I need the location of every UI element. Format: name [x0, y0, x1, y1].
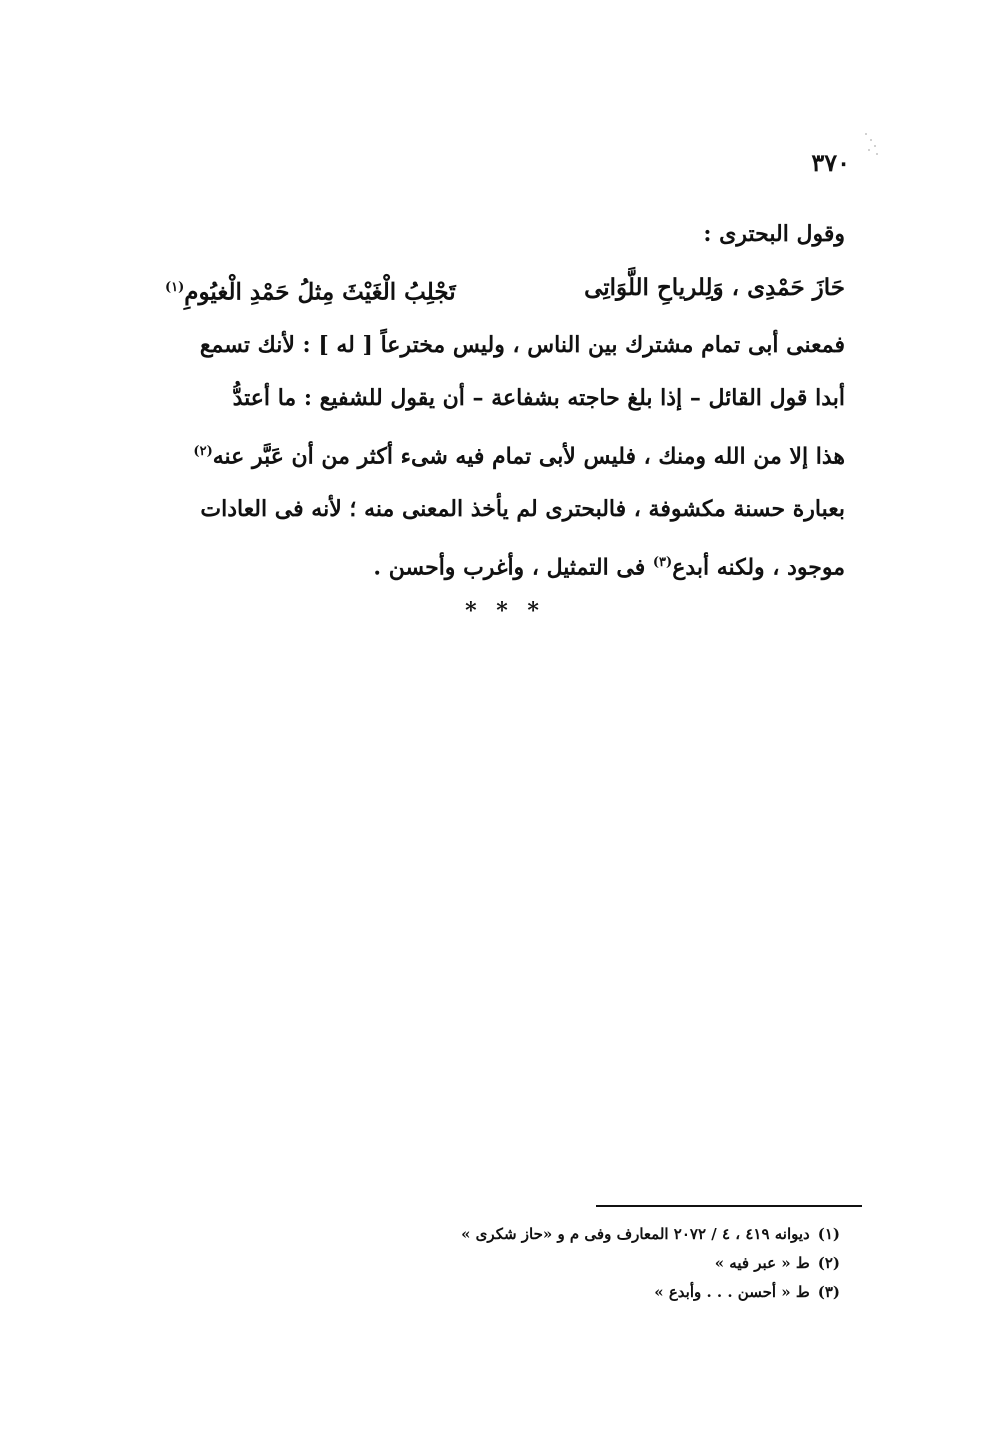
section-separator: * * * [465, 598, 545, 624]
paragraph-line: فمعنى أبى تمام مشترك بين الناس ، وليس مخترعاً [ له ] : لأنك تسمع [199, 331, 845, 358]
footnote-item [380, 1220, 840, 1249]
footnote-text: ط « أحسن . . . وأبدع » [654, 1283, 810, 1301]
footnote-rule [596, 1205, 862, 1207]
footnote-item [380, 1278, 840, 1307]
footnote-ref-2: (٢) [193, 443, 213, 459]
footnote-ref-3: (٣) [652, 554, 673, 570]
poem-verse [165, 261, 845, 319]
paragraph-line: هذا إلا من الله ومنك ، فليس لأبى تمام فيه شىء أكثر من أن عَبَّر عنه$^{(٢)}$ [193, 442, 845, 469]
paragraph-line: بعبارة حسنة مكشوفة ، فالبحترى لم يأخذ المعنى منه ؛ لأنه فى العادات [200, 495, 845, 522]
footnote-number: (١) [817, 1225, 840, 1243]
footnote-number: (٣) [817, 1283, 840, 1301]
verse-first-hemistich: حَازَ حَمْدِى ، وَلِلرياحِ اللَّوَاتِى [584, 274, 845, 301]
page-number: ٣٧٠ [811, 148, 850, 177]
footnotes [380, 1220, 840, 1307]
verse-second-hemistich: تَجْلِبُ الْغَيْثَ مِثلُ حَمْدِ الْغيُومِ$^{(١)}$ [165, 278, 456, 306]
footnote-text: ديوانه ٤١٩ ، ٤ / ٢٠٧٢ المعارف وفى م و «حاز شكرى » [461, 1225, 810, 1243]
paragraph-line: أبدا قول القائل – إذا بلغ حاجته بشفاعة – أن يقول للشفيع : ما أعتدُّ [232, 384, 845, 411]
paragraph-line: موجود ، ولكنه أبدع$^{(٣)}$ فى التمثيل ، وأغرب وأحسن . [373, 554, 845, 581]
scan-speck [862, 130, 880, 158]
footnote-ref-1: (١) [165, 280, 185, 295]
footnote-number: (٢) [817, 1254, 840, 1272]
footnote-text: ط « عبر فيه » [714, 1254, 810, 1272]
intro-line: وقول البحترى : [703, 221, 845, 247]
main-text [165, 208, 845, 594]
footnote-item [380, 1249, 840, 1278]
